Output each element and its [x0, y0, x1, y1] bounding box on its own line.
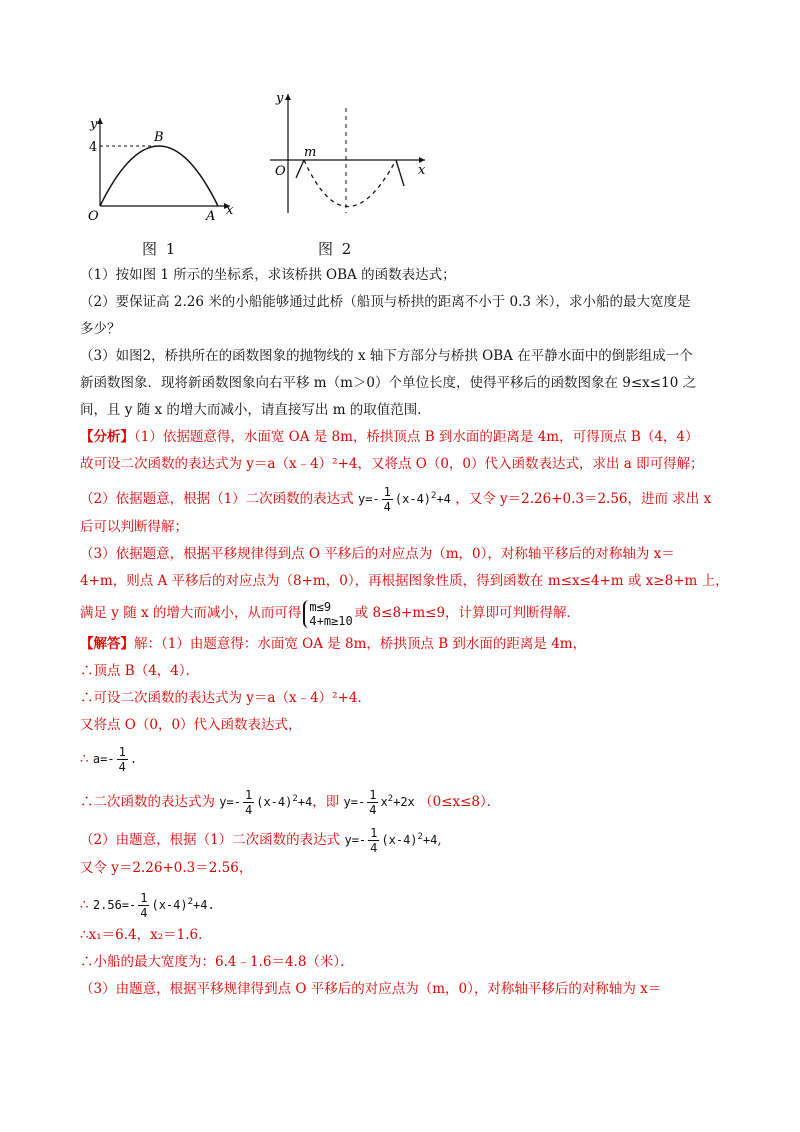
- fraction-numerator: 1: [370, 826, 378, 840]
- formula-y-eq: y=-: [344, 833, 367, 847]
- formula-vertex-tail: (x-4): [381, 833, 418, 847]
- fig1-tick-4: 4: [89, 140, 98, 155]
- fraction-denominator: 4: [383, 500, 391, 514]
- solution-text-7-pre: （2）由题意，根据（1）二次函数的表达式: [80, 832, 341, 848]
- solution-line-4: 又将点 O（0，0）代入函数表达式，: [80, 717, 302, 733]
- inequality-system: [303, 600, 352, 628]
- question-3-line-3: 间，且 y 随 x 的增大而减小，请直接写出 m 的取值范围．: [80, 402, 431, 418]
- formula-comma: ,: [437, 832, 442, 848]
- fig1-point-B: B: [154, 130, 164, 145]
- fig2-x-label: x: [418, 163, 426, 178]
- fig2-point-O: O: [275, 164, 286, 179]
- fig2-point-m: m: [304, 145, 317, 160]
- formula-vertex-form-3: [344, 826, 438, 855]
- formula-fraction: [382, 485, 393, 514]
- formula-square: 2: [187, 897, 194, 907]
- figure-1-caption: 图 1: [142, 240, 178, 258]
- formula-square: 2: [387, 794, 394, 804]
- analysis-text-3-pre: （2）依据题意，根据（1）二次函数的表达式: [80, 491, 354, 507]
- fraction-denominator: 4: [118, 760, 126, 774]
- solution-text-1: 解：（1）由题意得：水面宽 OA 是 8m，桥拱顶点 B 到水面的距离是 4m，: [134, 636, 587, 652]
- formula-plus-2x: +2x: [393, 795, 415, 809]
- figures-area: [80, 88, 460, 266]
- formula-plus-4: +4: [297, 795, 313, 809]
- formula-y-eq: y=-: [357, 492, 380, 506]
- analysis-text-3-post: ，又令 y＝2.26+0.3＝2.56，进而 求出 x: [455, 491, 712, 507]
- analysis-line-5: （3）依据题意，根据平移规律得到点 O 平移后的对应点为（m，0），对称轴平移后的对称轴为 x＝: [80, 546, 675, 562]
- solution-line-11: ∴小船的最大宽度为：6.4﹣1.6＝4.8（米）．: [80, 954, 354, 970]
- analysis-text-7-post: 或 8≤8+m≤9，计算即可判断得解．: [354, 605, 581, 621]
- question-1: （1）按如图 1 所示的坐标系，求该桥拱 OBA 的函数表达式；: [80, 267, 456, 283]
- solution-line-7: [80, 819, 720, 855]
- formula-y-eq: y=-: [343, 795, 366, 809]
- formula-vertex-tail: (x-4): [151, 898, 188, 912]
- formula-period: .: [207, 898, 215, 912]
- solution-line-6: [80, 779, 720, 819]
- solution-tag: 【解答】: [80, 636, 134, 652]
- formula-fraction: [138, 891, 149, 920]
- formula-vertex-form: [357, 485, 451, 514]
- question-3-line-1: （3）如图2，桥拱所在的函数图象的抛物线的 x 轴下方部分与桥拱 OBA 在平静水面中的倒影组成一个: [80, 348, 693, 364]
- solution-line-9: [80, 882, 720, 922]
- formula-vertex-tail: (x-4): [256, 795, 293, 809]
- formula-x: x: [380, 795, 388, 809]
- formula-plus-4: +4: [193, 898, 208, 912]
- formula-a-fraction: [117, 745, 128, 774]
- fraction-denominator: 4: [140, 906, 148, 920]
- formula-a-lhs: a=-: [92, 752, 115, 766]
- formula-plus-4: +4: [436, 492, 451, 506]
- solution-line-5: [80, 739, 720, 779]
- formula-square: 2: [431, 491, 437, 501]
- formula-plus-4: +4: [422, 833, 438, 847]
- fig1-parabola: [100, 146, 218, 206]
- formula-fraction: [368, 826, 379, 855]
- formula-a-value: [92, 745, 138, 774]
- formula-fraction: [243, 788, 254, 817]
- solution-text-6-pre: ∴二次函数的表达式为: [80, 794, 215, 810]
- figure-2-caption: 图 2: [318, 240, 354, 258]
- fig2-right-arc: [396, 160, 404, 186]
- fraction-denominator: 4: [244, 803, 253, 817]
- inequality-top: m≤9: [309, 599, 332, 614]
- fraction-numerator: 1: [118, 745, 126, 759]
- solution-text-6-post: （0≤x≤8）．: [419, 794, 501, 810]
- question-2-line-1: （2）要保证高 2.26 米的小船能够通过此桥（船顶与桥拱的距离不小于 0.3 米），求小船的最大宽度是: [80, 294, 691, 310]
- fig2-left-arc: [296, 160, 304, 178]
- analysis-line-6: 4+m，则点 A 平移后的对应点为（8+m，0），再根据图象性质，得到函数在 m≤x≤4+m 或 x≥8+m 上，: [80, 573, 729, 589]
- therefore-symbol: ∴: [80, 897, 89, 913]
- fig1-point-A: A: [206, 209, 216, 224]
- analysis-text-7-pre: 满足 y 随 x 的增大而减小，从而可得: [80, 605, 302, 621]
- fraction-numerator: 1: [244, 788, 253, 802]
- solution-text-6-mid: ，即: [312, 794, 340, 810]
- formula-vertex-form-2: [219, 788, 313, 817]
- fig1-y-label: y: [90, 117, 98, 132]
- formula-equation-lhs: 2.56=-: [92, 898, 137, 912]
- content-text: [80, 262, 729, 1003]
- formula-y-eq: y=-: [219, 795, 241, 809]
- formula-square: 2: [417, 832, 423, 842]
- fig2-reflection-curve: [304, 160, 396, 207]
- solution-line-12: （3）由题意，根据平移规律得到点 O 平移后的对应点为（m，0），对称轴平移后的对称轴为 x＝: [80, 981, 662, 997]
- fraction-numerator: 1: [140, 891, 148, 905]
- solution-line-10: ∴x₁＝6.4，x₂＝1.6．: [80, 927, 212, 943]
- fig1-x-label: x: [226, 203, 234, 218]
- fraction-denominator: 4: [369, 803, 377, 817]
- solution-line-1: [80, 631, 720, 658]
- fraction-denominator: 4: [370, 841, 378, 855]
- question-2-line-2: 多少？: [80, 321, 121, 337]
- inequality-bottom: 4+m≥10: [309, 613, 353, 628]
- analysis-tag: 【分析】: [80, 429, 134, 445]
- figure-1-graph: [80, 88, 460, 266]
- fig1-point-O: O: [88, 209, 99, 224]
- fraction-numerator: 1: [369, 788, 377, 802]
- formula-period: .: [129, 752, 138, 766]
- analysis-line-1: [80, 424, 720, 451]
- therefore-symbol: ∴: [80, 751, 89, 767]
- analysis-line-4: 后可以判断得解；: [80, 519, 188, 535]
- solution-line-3: ∴可设二次函数的表达式为 y＝a（x﹣4）²+4．: [80, 690, 371, 706]
- solution-line-8: 又令 y＝2.26+0.3＝2.56，: [80, 860, 253, 876]
- question-3-line-2: 新函数图象．现将新函数图象向右平移 m（m＞0）个单位长度，使得平移后的函数图象在 9≤x≤10 之: [80, 375, 697, 391]
- analysis-line-3: [80, 478, 720, 514]
- analysis-text-1: （1）依据题意得，水面宽 OA 是 8m，桥拱顶点 B 到水面的距离是 4m，可得顶点 B（4，4）: [134, 429, 699, 445]
- formula-square: 2: [292, 794, 298, 804]
- analysis-line-2: 故可设二次函数的表达式为 y＝a（x﹣4）²+4，又将点 O（0，0）代入函数表达式，求出 a 即可得解；: [80, 456, 704, 472]
- solution-line-2: ∴顶点 B（4，4）．: [80, 663, 200, 679]
- formula-expanded: [343, 788, 415, 817]
- fraction-numerator: 1: [383, 485, 391, 499]
- fig2-y-label: y: [276, 91, 284, 106]
- formula-vertex-tail: (x-4): [394, 492, 432, 506]
- formula-fraction: [367, 788, 378, 817]
- formula-equation: [92, 891, 215, 920]
- analysis-line-7: [80, 595, 720, 631]
